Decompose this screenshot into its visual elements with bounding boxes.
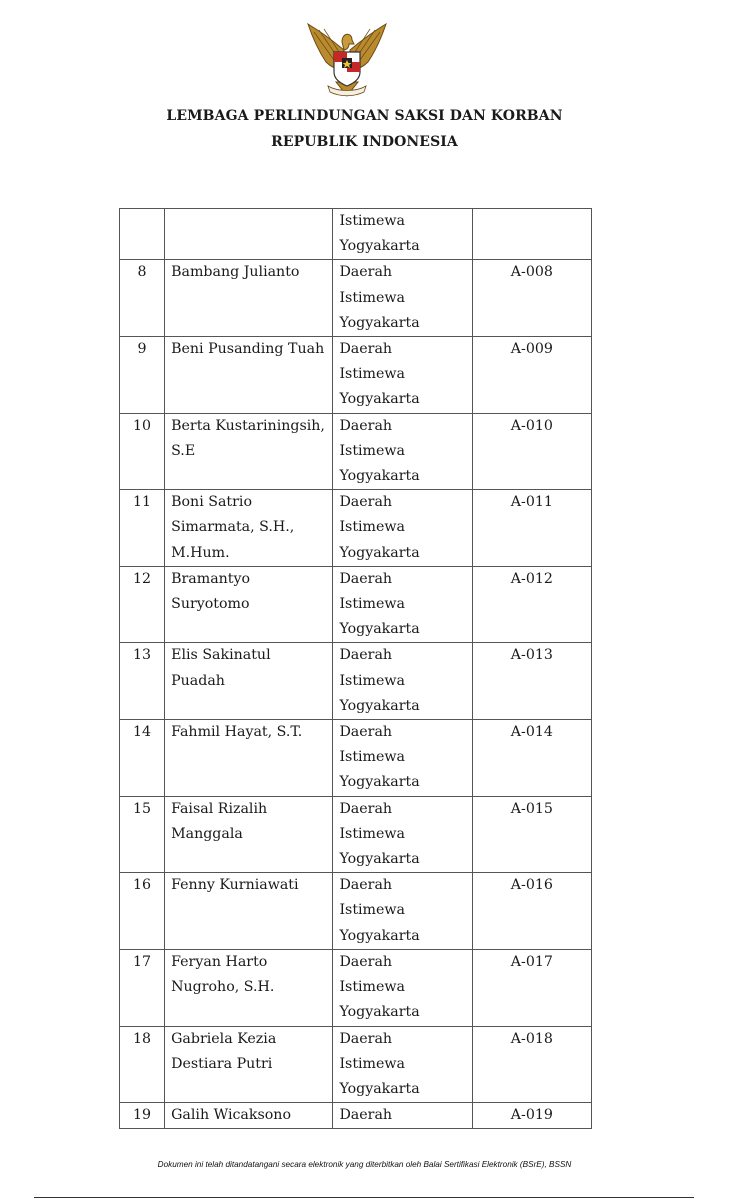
row-code: A-014: [472, 720, 591, 797]
region-line: Istimewa: [339, 979, 406, 996]
region-line: Yogyakarta: [339, 927, 420, 944]
row-code: [472, 209, 591, 260]
table-row: [120, 490, 592, 567]
region-line: Istimewa: [339, 596, 406, 613]
row-name: Bramantyo Suryotomo: [165, 566, 333, 643]
row-code: A-012: [472, 566, 591, 643]
region-line: Daerah: [339, 341, 393, 358]
region-line: Istimewa: [339, 442, 406, 459]
row-number: 19: [120, 1103, 165, 1129]
table-row: [120, 1103, 592, 1129]
row-code: A-011: [472, 490, 591, 567]
row-name: Faisal Rizalih Manggala: [165, 796, 333, 873]
region-line: Yogyakarta: [339, 544, 420, 561]
row-region: [333, 209, 472, 260]
row-region: [333, 566, 472, 643]
region-line: Istimewa: [339, 902, 406, 919]
row-name: Boni Satrio Simarmata, S.H., M.Hum.: [165, 490, 333, 567]
footer-divider: [34, 1197, 694, 1198]
table-row: [120, 337, 592, 414]
row-region: [333, 796, 472, 873]
institution-title: LEMBAGA PERLINDUNGAN SAKSI DAN KORBAN: [166, 108, 563, 124]
region-line: Daerah: [339, 494, 393, 511]
row-name: Gabriela Kezia Destiara Putri: [165, 1026, 333, 1103]
row-region: [333, 337, 472, 414]
region-line: Istimewa: [339, 213, 406, 229]
region-line: Daerah: [339, 570, 393, 587]
row-name: Feryan Harto Nugroho, S.H.: [165, 949, 333, 1026]
region-line: Yogyakarta: [339, 238, 420, 255]
row-number: 10: [120, 413, 165, 490]
row-number: 8: [120, 260, 165, 337]
row-region: [333, 1026, 472, 1103]
row-code: A-013: [472, 643, 591, 720]
table-row: [120, 873, 592, 950]
region-line: Yogyakarta: [339, 1080, 420, 1097]
region-line: Istimewa: [339, 672, 406, 689]
region-line: Istimewa: [339, 825, 406, 842]
row-region: [333, 1103, 472, 1129]
row-code: A-018: [472, 1026, 591, 1103]
table-row: [120, 796, 592, 873]
row-name: Beni Pusanding Tuah: [165, 337, 333, 414]
row-region: [333, 413, 472, 490]
row-number: 9: [120, 337, 165, 414]
region-line: Daerah: [339, 953, 393, 970]
row-name: Galih Wicaksono: [165, 1103, 333, 1129]
row-number: 15: [120, 796, 165, 873]
row-name: Bambang Julianto: [165, 260, 333, 337]
region-line: Yogyakarta: [339, 697, 420, 714]
row-region: [333, 260, 472, 337]
row-name: [165, 209, 333, 260]
row-code: A-016: [472, 873, 591, 950]
region-line: Yogyakarta: [339, 621, 420, 638]
region-line: Istimewa: [339, 289, 406, 306]
row-name: Elis Sakinatul Puadah: [165, 643, 333, 720]
table-row-continuation: [120, 209, 592, 260]
row-region: [333, 643, 472, 720]
table-row: [120, 949, 592, 1026]
region-line: Istimewa: [339, 749, 406, 766]
region-line: Daerah: [339, 1030, 393, 1047]
region-line: Yogyakarta: [339, 468, 420, 485]
region-line: Istimewa: [339, 1055, 406, 1072]
row-number: 18: [120, 1026, 165, 1103]
region-line: Daerah: [339, 800, 393, 817]
region-line: Yogyakarta: [339, 774, 420, 791]
region-line: Daerah: [339, 417, 393, 434]
member-list-table: [119, 208, 592, 1129]
table-row: [120, 1026, 592, 1103]
row-region: [333, 720, 472, 797]
region-line: Daerah: [339, 647, 393, 664]
row-number: [120, 209, 165, 260]
row-code: A-009: [472, 337, 591, 414]
region-line: Yogyakarta: [339, 314, 420, 331]
esign-footer-note: Dokumen ini telah ditandatangani secara elektronik yang diterbitkan oleh Balai Sertifikasi Elektronik (BSrE), BSSN: [157, 1160, 572, 1169]
row-name: Berta Kustariningsih, S.E: [165, 413, 333, 490]
row-number: 11: [120, 490, 165, 567]
row-number: 16: [120, 873, 165, 950]
row-number: 17: [120, 949, 165, 1026]
region-line: Yogyakarta: [339, 391, 420, 408]
row-number: 14: [120, 720, 165, 797]
row-code: A-008: [472, 260, 591, 337]
region-line: Yogyakarta: [339, 851, 420, 868]
row-name: Fahmil Hayat, S.T.: [165, 720, 333, 797]
row-name: Fenny Kurniawati: [165, 873, 333, 950]
region-line: Yogyakarta: [339, 1004, 420, 1021]
region-line: Daerah: [339, 264, 393, 281]
region-line: Istimewa: [339, 366, 406, 383]
country-subtitle: REPUBLIK INDONESIA: [271, 134, 458, 150]
table-row: [120, 720, 592, 797]
row-region: [333, 490, 472, 567]
table-row: [120, 260, 592, 337]
row-region: [333, 949, 472, 1026]
region-line: Daerah: [339, 724, 393, 741]
region-line: Istimewa: [339, 519, 406, 536]
region-line: Daerah: [339, 877, 393, 894]
row-code: A-019: [472, 1103, 591, 1129]
table-row: [120, 413, 592, 490]
row-number: 12: [120, 566, 165, 643]
row-number: 13: [120, 643, 165, 720]
region-line: Daerah: [339, 1107, 393, 1124]
row-code: A-015: [472, 796, 591, 873]
row-code: A-010: [472, 413, 591, 490]
row-region: [333, 873, 472, 950]
table-row: [120, 643, 592, 720]
table-row: [120, 566, 592, 643]
row-code: A-017: [472, 949, 591, 1026]
garuda-emblem-icon: [304, 20, 390, 100]
